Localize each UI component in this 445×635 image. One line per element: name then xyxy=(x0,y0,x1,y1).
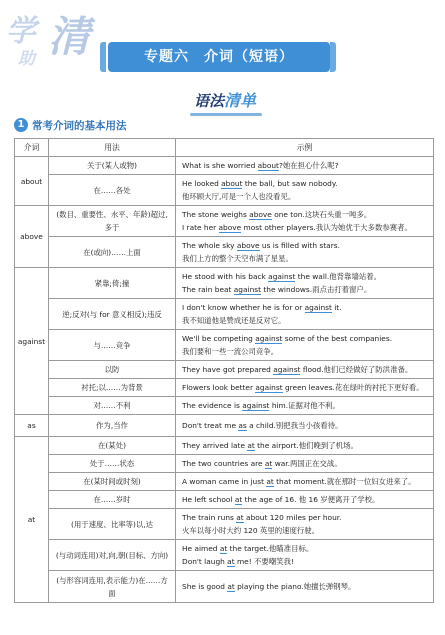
preposition-table xyxy=(14,138,434,603)
example-line xyxy=(182,159,427,172)
example-line xyxy=(182,177,427,190)
preposition-highlight: at xyxy=(266,477,274,486)
table-body xyxy=(15,157,434,603)
preposition-highlight: above xyxy=(249,210,272,219)
example-cell xyxy=(176,175,434,206)
example-line xyxy=(182,419,427,432)
preposition-highlight: against xyxy=(304,303,332,312)
usage-cell: 在……各处 xyxy=(49,175,176,206)
example-line xyxy=(182,314,427,327)
example-text: 我不知道他是赞成还是反对它。 xyxy=(182,316,286,325)
example-cell xyxy=(176,571,434,603)
example-text: it. xyxy=(331,303,342,312)
example-text: the age of 16. 他 16 岁便离开了学校。 xyxy=(242,495,380,504)
preposition-highlight: against xyxy=(255,383,283,392)
example-text: most other players.我认为她优于大多数参赛者。 xyxy=(241,223,412,232)
subsection-heading xyxy=(14,117,127,133)
example-text: The rain beat xyxy=(182,285,234,294)
table-header-row xyxy=(15,139,434,157)
example-text: the target.他瞄准目标。 xyxy=(227,544,314,553)
usage-cell: 对……不利 xyxy=(49,397,176,415)
subsection-title: 常考介词的基本用法 xyxy=(32,119,127,132)
example-text: He looked xyxy=(182,179,222,188)
example-text: A woman came in just xyxy=(182,477,267,486)
preposition-highlight: against xyxy=(268,272,296,281)
example-cell xyxy=(176,455,434,473)
example-cell xyxy=(176,397,434,415)
table-row xyxy=(15,175,434,206)
example-text: one ton.这块石头重一吨多。 xyxy=(271,210,372,219)
example-line xyxy=(182,301,427,314)
banner-left-cap xyxy=(100,42,106,72)
preposition-highlight: as xyxy=(238,421,247,430)
header-example: 示例 xyxy=(176,139,434,157)
section-title-part2: 清单 xyxy=(224,91,257,110)
preposition-highlight: at xyxy=(219,544,228,553)
table-row xyxy=(15,491,434,509)
example-line xyxy=(182,439,427,452)
example-line xyxy=(182,332,427,345)
subsection-number-badge: 1 xyxy=(14,118,28,132)
example-line xyxy=(182,283,427,296)
example-text: I rate her xyxy=(182,223,219,232)
usage-cell: (用于速度、比率等)以,达 xyxy=(49,509,176,540)
section-title-underline xyxy=(190,113,262,116)
example-cell xyxy=(176,206,434,237)
preposition-highlight: at xyxy=(247,441,255,450)
preposition-highlight: above xyxy=(218,223,242,232)
usage-cell: (数目、重要性、水平、年龄)超过,多于 xyxy=(49,206,176,237)
preposition-highlight: at xyxy=(236,513,244,522)
example-cell xyxy=(176,268,434,299)
example-cell xyxy=(176,473,434,491)
example-text: about 120 miles per hour. xyxy=(243,513,342,522)
example-text: us is filled with stars. xyxy=(259,241,340,250)
example-line xyxy=(182,524,427,537)
usage-cell: 逆;反对(与 for 意义相反);违反 xyxy=(49,299,176,330)
usage-cell: 在(某处) xyxy=(49,437,176,455)
example-text: He stood with his back xyxy=(182,272,269,281)
table-row xyxy=(15,237,434,268)
preposition-highlight: against xyxy=(273,365,301,374)
xuezhuqing-logo xyxy=(4,4,91,76)
example-text: 我们要和一些一流公司竞争。 xyxy=(182,347,279,356)
preposition-cell: above xyxy=(15,206,49,268)
example-text: He aimed xyxy=(182,544,220,553)
preposition-highlight: about xyxy=(221,179,243,188)
example-text: 我们上方的整个天空布满了星星。 xyxy=(182,254,293,263)
topic-title: 专题六 介词（短语） xyxy=(144,49,294,65)
example-text: The whole sky xyxy=(182,241,237,250)
example-cell xyxy=(176,379,434,397)
usage-cell: 在(或向)……上面 xyxy=(49,237,176,268)
header-preposition: 介词 xyxy=(15,139,49,157)
table-row xyxy=(15,540,434,571)
usage-cell: 处于……状态 xyxy=(49,455,176,473)
example-line xyxy=(182,511,427,524)
usage-cell: 紧靠;倚;撞 xyxy=(49,268,176,299)
example-cell xyxy=(176,437,434,455)
example-cell xyxy=(176,299,434,330)
example-cell xyxy=(176,237,434,268)
example-cell xyxy=(176,509,434,540)
table-row xyxy=(15,299,434,330)
example-text: me! 不要嘲笑我! xyxy=(234,557,294,566)
table-row xyxy=(15,571,434,603)
example-text: ?她在担心什么呢? xyxy=(278,161,339,170)
example-text: The two countries are xyxy=(182,459,265,468)
example-cell xyxy=(176,330,434,361)
usage-cell: 作为,当作 xyxy=(49,415,176,437)
example-text: The stone weighs xyxy=(182,210,250,219)
header-usage: 用法 xyxy=(49,139,176,157)
example-line xyxy=(182,252,427,265)
example-text: Don't laugh xyxy=(182,557,228,566)
example-cell xyxy=(176,491,434,509)
table-row xyxy=(15,437,434,455)
preposition-highlight: at xyxy=(227,557,235,566)
usage-cell: (与形容词连用,表示能力)在……方面 xyxy=(49,571,176,603)
example-text: The evidence is xyxy=(182,401,243,410)
example-text: We'll be competing xyxy=(182,334,256,343)
preposition-highlight: about xyxy=(257,161,279,170)
section-title-part1: 语法 xyxy=(193,92,224,110)
section-title xyxy=(185,88,265,114)
table-row xyxy=(15,397,434,415)
table-row xyxy=(15,455,434,473)
table-row xyxy=(15,415,434,437)
table-row xyxy=(15,330,434,361)
table-row xyxy=(15,206,434,237)
page-header xyxy=(0,0,445,86)
example-cell xyxy=(176,540,434,571)
table-row xyxy=(15,509,434,540)
preposition-highlight: against xyxy=(233,285,262,294)
example-cell xyxy=(176,415,434,437)
example-line xyxy=(182,399,427,412)
example-line xyxy=(182,270,427,283)
example-line xyxy=(182,208,427,221)
example-text: They have got prepared xyxy=(182,365,274,374)
example-line xyxy=(182,580,427,593)
example-text: They arrived late xyxy=(182,441,248,450)
example-text: I don't know whether he is for or xyxy=(182,303,305,312)
preposition-cell: against xyxy=(15,268,49,415)
example-text: She is good xyxy=(182,582,228,591)
example-text: 火车以每小时大约 120 英里的速度行驶。 xyxy=(182,526,320,535)
example-text: a child.别把我当小孩看待。 xyxy=(246,421,343,430)
example-cell xyxy=(176,361,434,379)
example-text: He left school xyxy=(182,495,235,504)
preposition-cell: as xyxy=(15,415,49,437)
preposition-highlight: above xyxy=(236,241,260,250)
example-line xyxy=(182,493,427,506)
preposition-highlight: at xyxy=(234,495,243,504)
preposition-highlight: against xyxy=(242,401,270,410)
example-line xyxy=(182,555,427,568)
preposition-cell: at xyxy=(15,437,49,603)
usage-cell: 在……岁时 xyxy=(49,491,176,509)
example-text: The train runs xyxy=(182,513,237,522)
example-line xyxy=(182,475,427,488)
table-row xyxy=(15,268,434,299)
example-text: 他环顾大厅,可是一个人也没看见。 xyxy=(182,192,296,201)
example-line xyxy=(182,381,427,394)
example-line xyxy=(182,363,427,376)
preposition-highlight: at xyxy=(227,582,235,591)
example-text: some of the best companies. xyxy=(282,334,393,343)
logo-char-2: 清 xyxy=(48,12,91,61)
usage-cell: 以防 xyxy=(49,361,176,379)
example-line xyxy=(182,345,427,358)
table-row xyxy=(15,157,434,175)
example-line xyxy=(182,221,427,234)
example-line xyxy=(182,239,427,252)
table-row xyxy=(15,361,434,379)
usage-cell: (与动词连用)对,向,朝(目标、方向) xyxy=(49,540,176,571)
example-text: green leaves.花在绿叶的衬托下更好看。 xyxy=(282,383,424,392)
usage-cell: 关于(某人或物) xyxy=(49,157,176,175)
example-text: playing the piano.她擅长弹钢琴。 xyxy=(234,582,356,591)
example-text: Don't treat me xyxy=(182,421,239,430)
logo-char-3: 助 xyxy=(18,49,35,69)
example-line xyxy=(182,190,427,203)
usage-cell: 衬托;以……为背景 xyxy=(49,379,176,397)
preposition-cell: about xyxy=(15,157,49,206)
logo-char-1: 学 xyxy=(6,14,36,49)
example-text: the ball, but saw nobody. xyxy=(242,179,338,188)
usage-cell: 与……竞争 xyxy=(49,330,176,361)
preposition-highlight: against xyxy=(255,334,283,343)
example-text: the airport.他们晚到了机场。 xyxy=(254,441,358,450)
usage-cell: 在(某时间或时刻) xyxy=(49,473,176,491)
banner-right-cap xyxy=(330,42,336,72)
example-line xyxy=(182,457,427,470)
preposition-highlight: at xyxy=(264,459,273,468)
example-text: flood.他们已经做好了防洪准备。 xyxy=(300,365,413,374)
table-row xyxy=(15,473,434,491)
example-text: the wall.他背靠墙站着。 xyxy=(295,272,382,281)
example-text: Flowers look better xyxy=(182,383,256,392)
example-text: war.两国正在交战。 xyxy=(272,459,342,468)
example-text: the windows.雨点击打着窗户。 xyxy=(261,285,372,294)
table-row xyxy=(15,379,434,397)
example-cell xyxy=(176,157,434,175)
example-text: him.证据对他不利。 xyxy=(269,401,340,410)
example-text: that moment.就在那时一位妇女进来了。 xyxy=(273,477,416,486)
example-text: What is she worried xyxy=(182,161,258,170)
example-line xyxy=(182,542,427,555)
